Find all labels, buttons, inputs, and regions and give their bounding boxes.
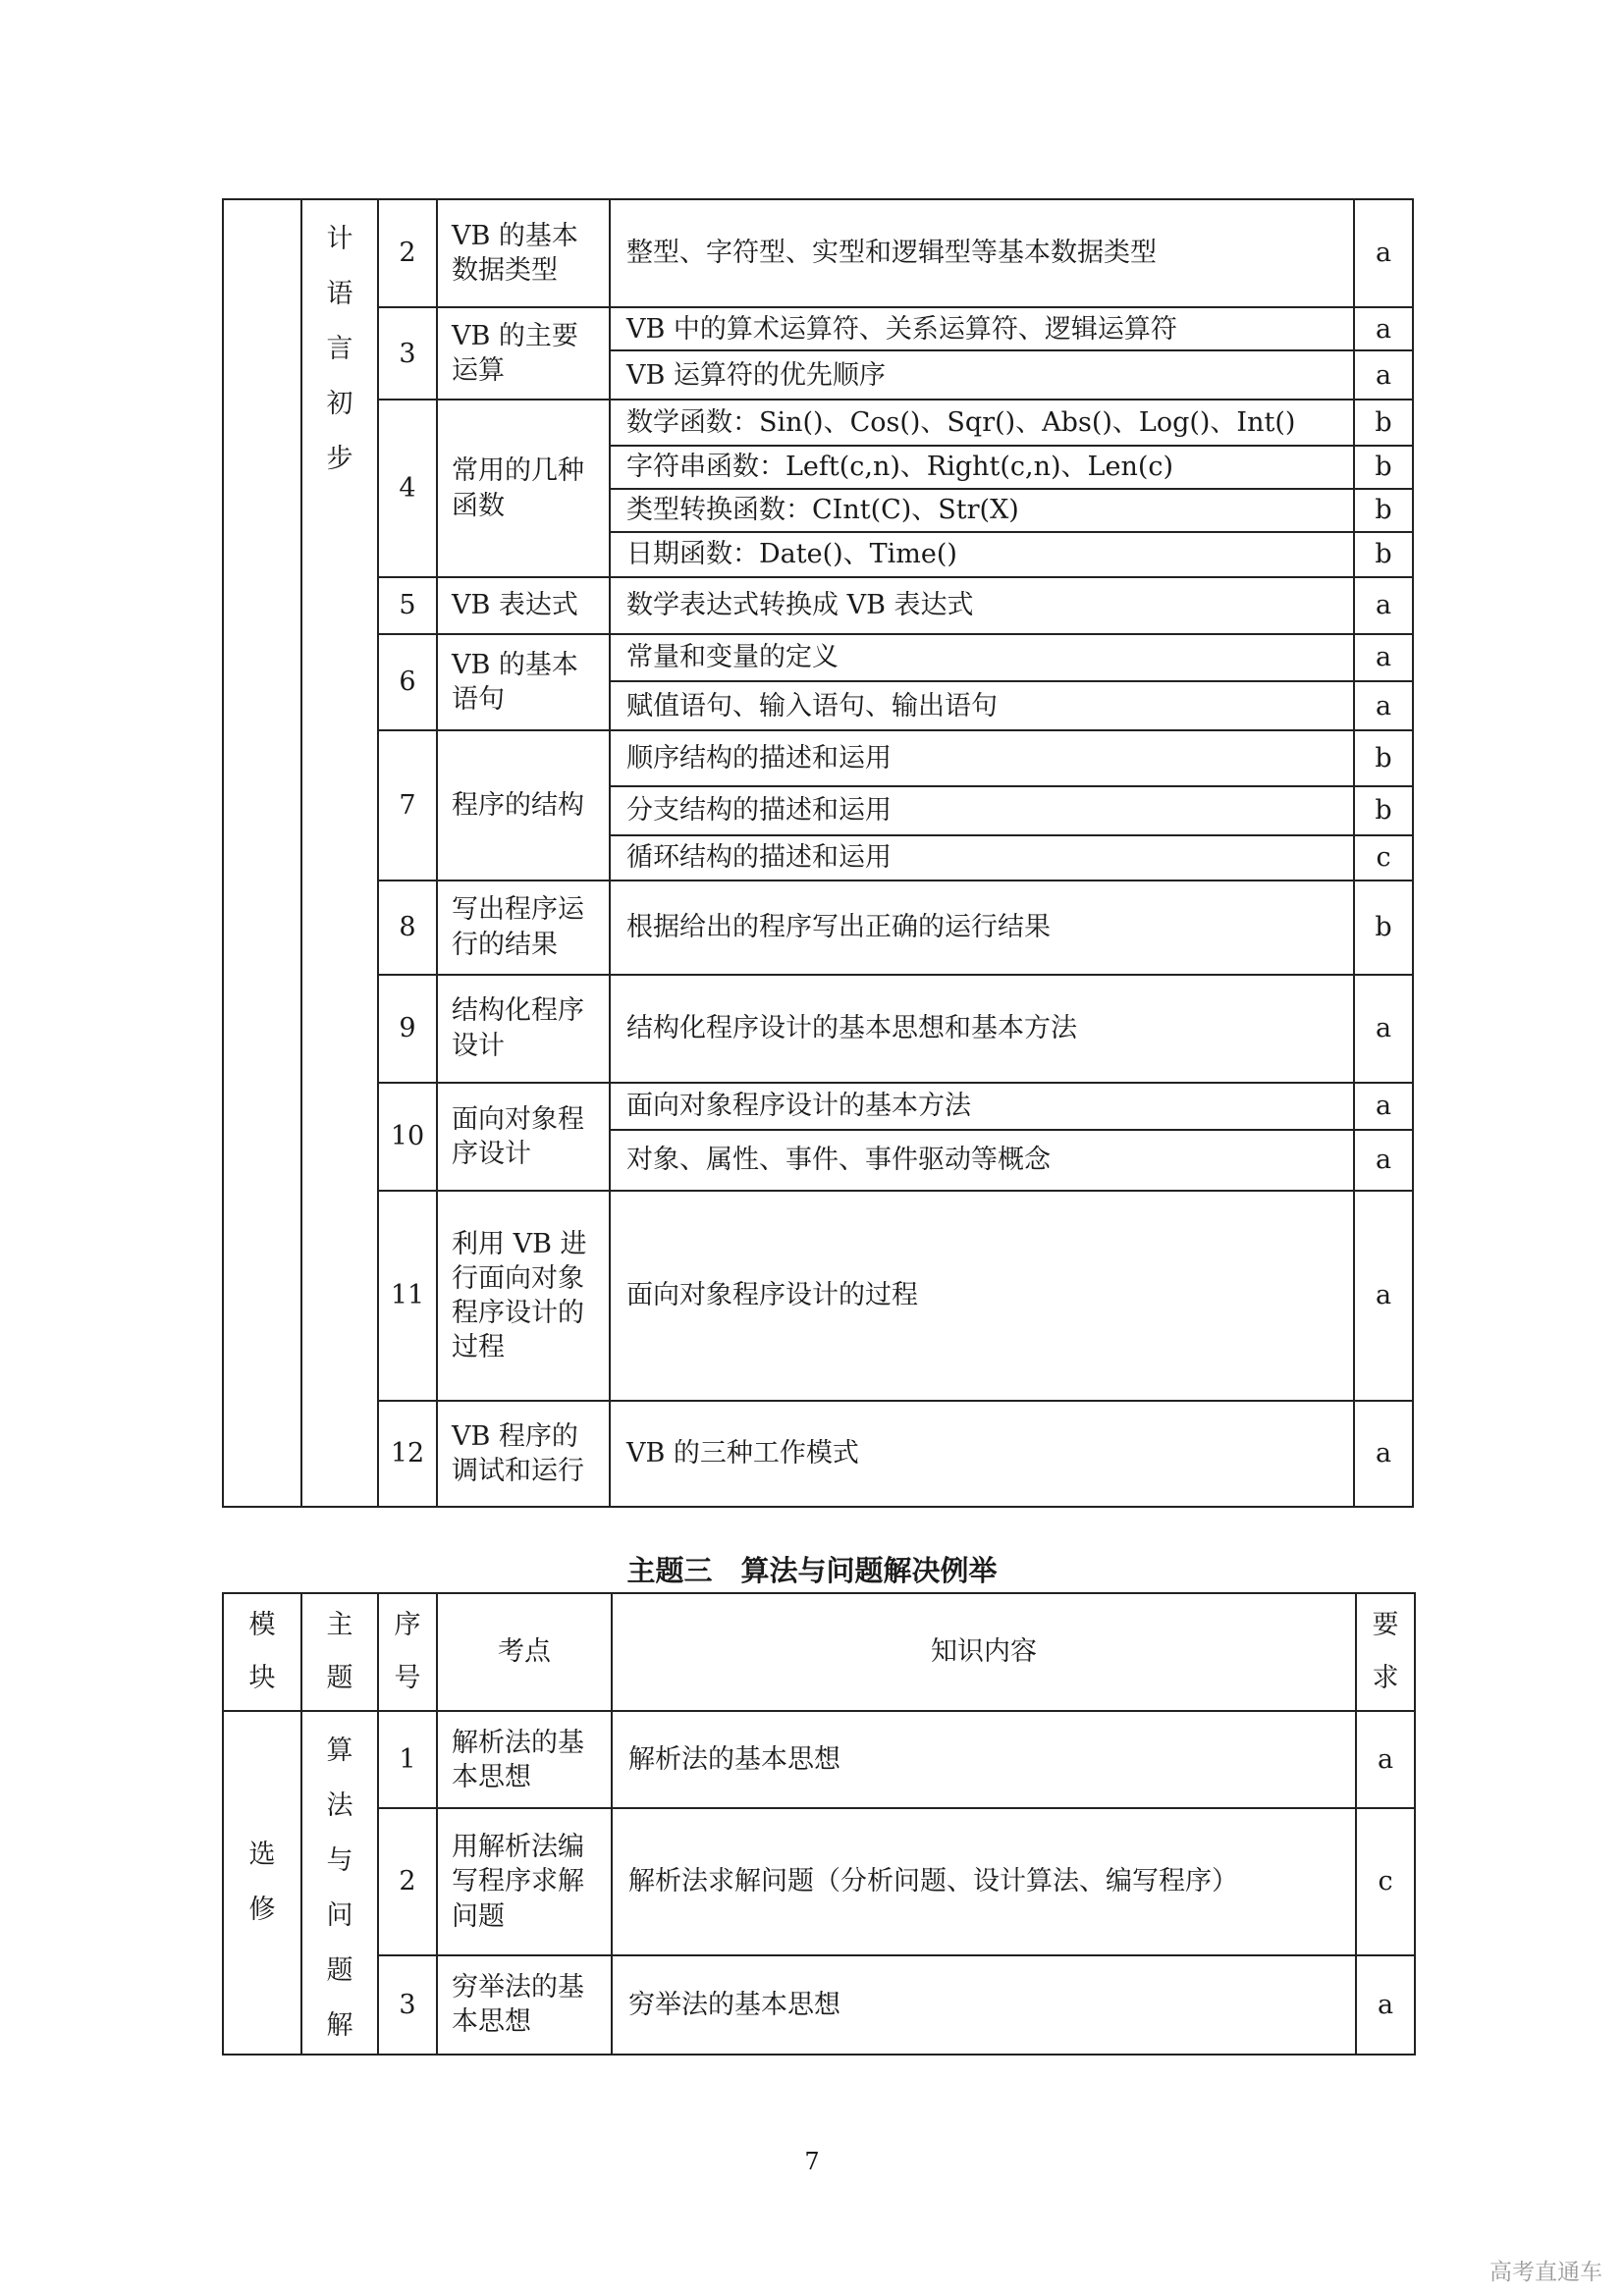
point-cell: 解析法的基本思想: [437, 1711, 612, 1808]
req-cell: a: [1354, 307, 1413, 350]
table-row: [223, 199, 1413, 307]
seq-cell: 2: [378, 199, 437, 307]
module-cell: [223, 199, 301, 1507]
seq-cell: 2: [378, 1808, 437, 1954]
req-cell: a: [1354, 1130, 1413, 1191]
syllabus-table-vb: [222, 198, 1414, 1508]
seq-cell: 3: [378, 1955, 437, 2055]
seq-cell: 6: [378, 634, 437, 730]
table-row: [223, 1808, 1415, 1954]
header-point: 考点: [437, 1593, 612, 1711]
req-cell: a: [1354, 577, 1413, 634]
content-cell: 根据给出的程序写出正确的运行结果: [610, 881, 1354, 975]
req-cell: c: [1354, 835, 1413, 881]
table-header-row: [223, 1593, 1415, 1711]
header-req: 要 求: [1356, 1593, 1415, 1711]
content-cell: 整型、字符型、实型和逻辑型等基本数据类型: [610, 199, 1354, 307]
content-cell: 类型转换函数：CInt(C)、Str(X): [610, 489, 1354, 532]
table-row: [223, 881, 1413, 975]
req-cell: a: [1354, 634, 1413, 681]
content-cell: 解析法的基本思想: [612, 1711, 1356, 1808]
table-row: [223, 400, 1413, 445]
content-cell: 结构化程序设计的基本思想和基本方法: [610, 975, 1354, 1083]
seq-cell: 4: [378, 400, 437, 576]
seq-cell: 8: [378, 881, 437, 975]
table-row: [223, 1955, 1415, 2055]
req-cell: b: [1354, 881, 1413, 975]
content-cell: VB 的三种工作模式: [610, 1401, 1354, 1507]
req-cell: a: [1354, 350, 1413, 400]
seq-cell: 10: [378, 1083, 437, 1191]
seq-cell: 1: [378, 1711, 437, 1808]
module-cell: 选 修: [223, 1711, 301, 2055]
header-seq: 序 号: [378, 1593, 437, 1711]
req-cell: b: [1354, 400, 1413, 445]
table-row: [223, 634, 1413, 681]
header-content: 知识内容: [612, 1593, 1356, 1711]
seq-cell: 12: [378, 1401, 437, 1507]
content-cell: 面向对象程序设计的过程: [610, 1191, 1354, 1401]
table-row: [223, 1083, 1413, 1130]
content-cell: 数学表达式转换成 VB 表达式: [610, 577, 1354, 634]
req-cell: b: [1354, 730, 1413, 785]
syllabus-table-algorithms: [222, 1592, 1416, 2056]
req-cell: a: [1354, 1083, 1413, 1130]
section-title: 主题三 算法与问题解决例举: [626, 1554, 998, 1587]
table-row: [223, 975, 1413, 1083]
page-number: 7: [804, 2148, 820, 2175]
req-cell: a: [1354, 681, 1413, 730]
req-cell: c: [1356, 1808, 1415, 1954]
content-cell: VB 中的算术运算符、关系运算符、逻辑运算符: [610, 307, 1354, 350]
point-cell: VB 表达式: [437, 577, 610, 634]
header-topic: 主 题: [301, 1593, 378, 1711]
point-cell: 面向对象程序设计: [437, 1083, 610, 1191]
point-cell: 结构化程序设计: [437, 975, 610, 1083]
point-cell: VB 的主要运算: [437, 307, 610, 400]
table-row: [223, 577, 1413, 634]
table-row: [223, 307, 1413, 350]
seq-cell: 5: [378, 577, 437, 634]
content-cell: 循环结构的描述和运用: [610, 835, 1354, 881]
point-cell: 常用的几种函数: [437, 400, 610, 576]
point-cell: VB 程序的调试和运行: [437, 1401, 610, 1507]
req-cell: b: [1354, 532, 1413, 577]
watermark: 高考直通车: [1489, 2260, 1602, 2285]
seq-cell: 3: [378, 307, 437, 400]
req-cell: a: [1356, 1711, 1415, 1808]
content-cell: 穷举法的基本思想: [612, 1955, 1356, 2055]
point-cell: VB 的基本数据类型: [437, 199, 610, 307]
point-cell: 用解析法编写程序求解问题: [437, 1808, 612, 1954]
table-row: [223, 730, 1413, 785]
content-cell: 赋值语句、输入语句、输出语句: [610, 681, 1354, 730]
req-cell: b: [1354, 446, 1413, 489]
req-cell: a: [1356, 1955, 1415, 2055]
req-cell: a: [1354, 199, 1413, 307]
req-cell: b: [1354, 786, 1413, 835]
content-cell: VB 运算符的优先顺序: [610, 350, 1354, 400]
content-cell: 分支结构的描述和运用: [610, 786, 1354, 835]
point-cell: 程序的结构: [437, 730, 610, 880]
content-cell: 日期函数：Date()、Time(): [610, 532, 1354, 577]
content-cell: 对象、属性、事件、事件驱动等概念: [610, 1130, 1354, 1191]
seq-cell: 11: [378, 1191, 437, 1401]
req-cell: a: [1354, 1191, 1413, 1401]
topic-cell: 算 法 与 问 题 解: [301, 1711, 378, 2055]
content-cell: 解析法求解问题（分析问题、设计算法、编写程序）: [612, 1808, 1356, 1954]
content-cell: 面向对象程序设计的基本方法: [610, 1083, 1354, 1130]
content-cell: 常量和变量的定义: [610, 634, 1354, 681]
header-module: 模 块: [223, 1593, 301, 1711]
content-cell: 数学函数：Sin()、Cos()、Sqr()、Abs()、Log()、Int(): [610, 400, 1354, 445]
table-row: [223, 1401, 1413, 1507]
point-cell: VB 的基本语句: [437, 634, 610, 730]
req-cell: a: [1354, 1401, 1413, 1507]
point-cell: 穷举法的基本思想: [437, 1955, 612, 2055]
req-cell: b: [1354, 489, 1413, 532]
content-cell: 字符串函数：Left(c,n)、Right(c,n)、Len(c): [610, 446, 1354, 489]
table-row: [223, 1711, 1415, 1808]
req-cell: a: [1354, 975, 1413, 1083]
seq-cell: 7: [378, 730, 437, 880]
seq-cell: 9: [378, 975, 437, 1083]
point-cell: 利用 VB 进行面向对象程序设计的过程: [437, 1191, 610, 1401]
table-row: [223, 1191, 1413, 1401]
topic-cell: 计 语 言 初 步: [301, 199, 378, 1507]
content-cell: 顺序结构的描述和运用: [610, 730, 1354, 785]
point-cell: 写出程序运行的结果: [437, 881, 610, 975]
